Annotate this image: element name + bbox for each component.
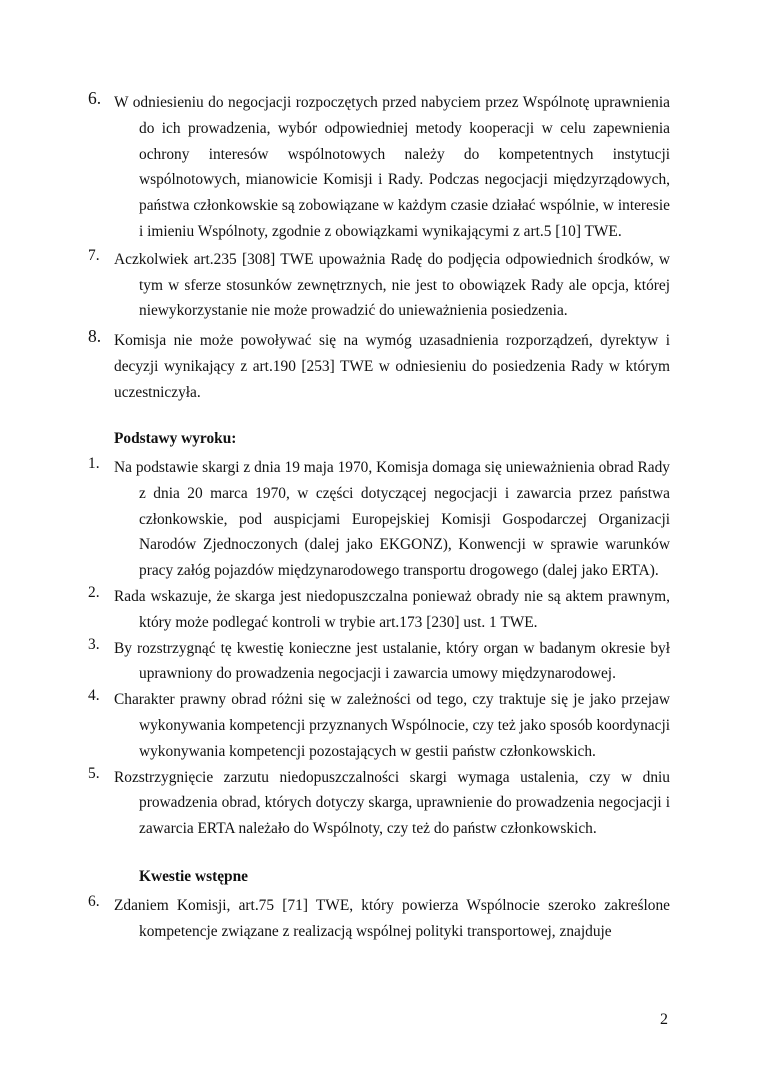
list-item xyxy=(0,636,670,688)
list-item-text: Komisja nie może powoływać się na wymóg uzasadnienia rozporządzeń, dyrektyw i decyzji wynikający z art.190 [253] TWE w odniesieniu do posiedzenia Rady w którym uczestniczyła. xyxy=(114,332,670,401)
list-item-number: 3. xyxy=(88,635,100,653)
list-item-text: Charakter prawny obrad różni się w zależności od tego, czy traktuje się je jako przejaw wykonywania kompetencji przyznanych Wspólnocie, czy też jako sposób koordynacji wykonywania kompetencji pozostających w gestii państw członkowskich. xyxy=(114,691,670,760)
list-item xyxy=(0,455,670,584)
list-item-text: Na podstawie skargi z dnia 19 maja 1970, Komisja domaga się unieważnienia obrad Rady z dnia 20 marca 1970, w części dotyczącej negocjacji i zawarcia przez państwa członkowskie, pod auspicjami Europejskiej Komisji Gospodarczej Organizacji Narodów Zjednoczonych (dalej jako EKGONZ), Konwencji w sprawie warunków pracy załóg pojazdów międzynarodowego transportu drogowego (dalej jako ERTA). xyxy=(114,459,670,580)
list-item xyxy=(0,893,670,945)
list-b xyxy=(0,455,760,842)
list-item-number: 5. xyxy=(88,764,100,782)
list-item-text: By rozstrzygnąć tę kwestię konieczne jest ustalanie, który organ w badanym okresie był uprawniony do prowadzenia negocjacji i zawarcia umowy międzynarodowej. xyxy=(114,639,670,683)
list-item-number: 1. xyxy=(88,455,100,472)
list-item-text: W odniesieniu do negocjacji rozpoczętych przed nabyciem przez Wspólnotę uprawnienia do ich prowadzenia, wybór odpowiedniej metody kooperacji w celu zapewnienia ochrony interesów wspólnotowych należy do kompetentnych instytucji wspólnotowych, mianowicie Komisji i Rady. Podczas negocjacji międzyrządowych, państwa członkowskie są zobowiązane w każdym czasie działać wspólnie, w interesie i imieniu Wspólnoty, zgodnie z obowiązkami wynikającymi z art.5 [10] TWE. xyxy=(114,94,670,240)
list-item-number: 8. xyxy=(88,326,102,347)
list-item xyxy=(0,687,670,764)
list-item-number: 7. xyxy=(88,246,100,264)
list-item xyxy=(0,584,670,636)
list-item-number: 4. xyxy=(88,687,100,705)
list-item xyxy=(0,328,670,405)
list-item-text: Zdaniem Komisji, art.75 [71] TWE, który powierza Wspólnocie szeroko zakreślone kompetencje związane z realizacją wspólnej polityki transportowej, znajduje xyxy=(114,897,670,940)
list-item xyxy=(0,90,670,245)
list-item xyxy=(0,247,670,324)
section-heading-kwestie: Kwestie wstępne xyxy=(139,868,248,885)
list-item-number: 6. xyxy=(88,893,100,910)
list-item-text: Rada wskazuje, że skarga jest niedopuszczalna ponieważ obrady nie są aktem prawnym, który może podlegać kontroli w trybie art.173 [230] ust. 1 TWE. xyxy=(114,587,670,631)
page-number: 2 xyxy=(660,1011,668,1028)
list-item-text: Aczkolwiek art.235 [308] TWE upoważnia Radę do podjęcia odpowiednich środków, w tym w sferze stosunków zewnętrznych, nie jest to obowiązek Rady ale opcja, której niewykorzystanie nie może prowadzić do unieważnienia posiedzenia. xyxy=(114,250,670,320)
list-item-number: 2. xyxy=(88,583,100,601)
list-c xyxy=(0,893,760,945)
section-heading-podstawy: Podstawy wyroku: xyxy=(114,430,237,447)
list-item xyxy=(0,765,670,842)
list-item-number: 6. xyxy=(88,88,102,108)
list-item-text: Rozstrzygnięcie zarzutu niedopuszczalności skargi wymaga ustalenia, czy w dniu prowadzenia obrad, których dotyczy skarga, uprawnienie do prowadzenia negocjacji i zawarcia ERTA należało do Wspólnoty, czy też do państw członkowskich. xyxy=(114,768,670,838)
list-a xyxy=(0,90,760,406)
